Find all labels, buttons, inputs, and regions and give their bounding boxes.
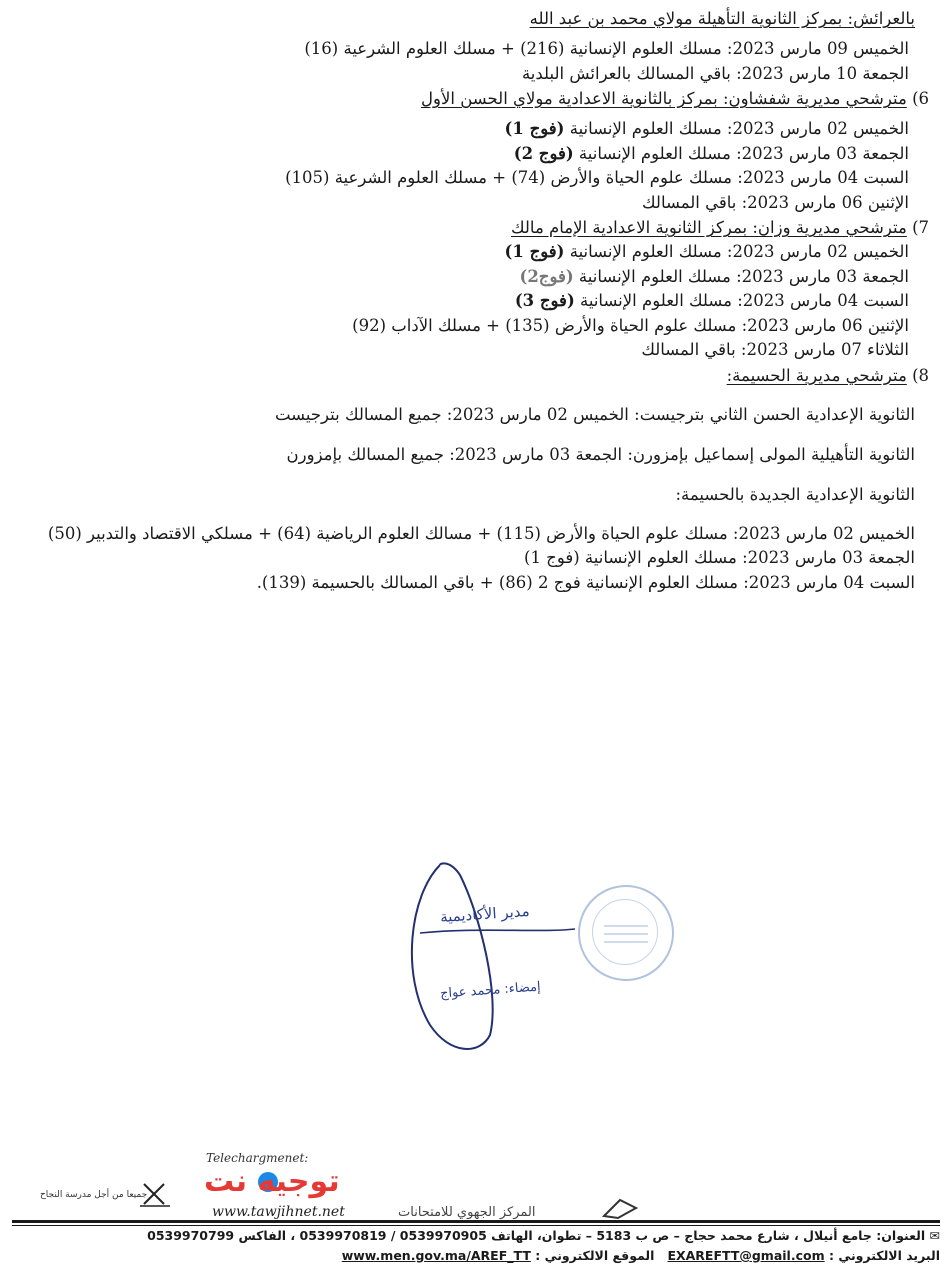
ministry-slogan: جميعا من أجل مدرسة النجاح <box>40 1190 148 1200</box>
brand-url[interactable]: www.tawjihnet.net <box>212 1204 345 1220</box>
exam-center-name: المركز الجهوي للامتحانات <box>398 1205 536 1220</box>
section-6-title: مترشحي مديرية شفشاون: بمركز بالثانوية الاعدادية مولاي الحسن الأول <box>421 89 907 108</box>
intro-header: بالعرائش: بمركز الثانوية التأهيلة مولاي محمد بن عبد الله <box>529 9 915 28</box>
section-8-line-2: الجمعة 03 مارس 2023: مسلك العلوم الإنسانية (فوج 1) <box>524 548 915 567</box>
section-7-title: مترشحي مديرية وزان: بمركز الثانوية الاعدادية الإمام مالك <box>511 218 907 237</box>
section-7-line-1: الخميس 02 مارس 2023: مسلك العلوم الإنسانية (فوج 1) <box>504 242 909 261</box>
signature-title: مدير الأكاديمية <box>439 901 531 927</box>
section-8-line-3: السبت 04 مارس 2023: مسلك العلوم الإنسانية فوج 2 (86) + باقي المسالك بالحسيمة (139). <box>256 572 915 592</box>
section-8-school-2: الثانوية التأهيلية المولى إسماعيل بإمزورن: الجمعة 03 مارس 2023: جميع المسالك بإمزورن <box>286 444 915 464</box>
section-7-line-4: الإثنين 06 مارس 2023: مسلك علوم الحياة والأرض (135) + مسلك الآداب (92) <box>352 315 909 335</box>
document-body <box>10 6 929 595</box>
footer-contact: البريد الالكتروني : EXAREFTT@gmail.com الموقع الالكتروني : www.men.gov.ma/AREF_TT <box>341 1248 940 1263</box>
section-7-header <box>10 215 929 240</box>
section-7-line-5: الثلاثاء 07 مارس 2023: باقي المسالك <box>641 340 909 359</box>
section-8-header <box>10 363 929 388</box>
letterhead-footer <box>0 1148 947 1270</box>
email-link[interactable]: EXAREFTT@gmail.com <box>667 1248 825 1263</box>
envelope-icon: ✉ <box>925 1228 940 1243</box>
section-6-header <box>10 86 929 111</box>
section-8-title: مترشحي مديرية الحسيمة: <box>726 365 907 385</box>
signature-name: إمضاء: محمد عواج <box>439 979 542 1002</box>
intro-line-2: الجمعة 10 مارس 2023: باقي المسالك بالعرائش البلدية <box>521 63 909 83</box>
section-6-line-2: الجمعة 03 مارس 2023: مسلك العلوم الإنسانية (فوج 2) <box>513 143 909 163</box>
section-8-school-1: الثانوية الإعدادية الحسن الثاني بترجيست: الخميس 02 مارس 2023: جميع المسالك بترجيست <box>274 404 915 424</box>
section-8-line-1: الخميس 02 مارس 2023: مسلك علوم الحياة والأرض (115) + مسالك العلوم الرياضية (64) + مسلكي الاقتصاد والتدبير (50) <box>47 523 915 543</box>
section-6-line-1: الخميس 02 مارس 2023: مسلك العلوم الإنسانية (فوج 1) <box>504 119 909 138</box>
section-8-number: 8) <box>912 365 929 385</box>
section-7-line-3: السبت 04 مارس 2023: مسلك العلوم الإنسانية (فوج 3) <box>514 291 909 310</box>
center-logo-icon <box>600 1196 640 1220</box>
section-6-number: 6) <box>912 89 929 108</box>
section-6-line-3: السبت 04 مارس 2023: مسلك علوم الحياة والأرض (74) + مسلك العلوم الشرعية (105) <box>285 168 909 187</box>
footer-divider <box>12 1220 940 1223</box>
website-link[interactable]: www.men.gov.ma/AREF_TT <box>341 1248 531 1263</box>
section-7-line-2: الجمعة 03 مارس 2023: مسلك العلوم الإنسانية (فوج2) <box>519 266 909 286</box>
download-label: Telechargmenet: <box>206 1151 309 1165</box>
section-8-school-3: الثانوية الإعدادية الجديدة بالحسيمة: <box>675 484 915 504</box>
footer-address: ✉ العنوان: جامع أنيلال ، شارع محمد حجاج – ص ب 5183 – تطوان، الهاتف 0539970905 / 0539970819 ، الفاكس 0539970799 <box>147 1228 940 1243</box>
section-6-line-4: الإثنين 06 مارس 2023: باقي المسالك <box>642 192 909 212</box>
signature-block <box>400 855 700 1065</box>
official-stamp <box>578 885 674 981</box>
intro-line-1: الخميس 09 مارس 2023: مسلك العلوم الإنسانية (216) + مسلك العلوم الشرعية (16) <box>304 39 909 58</box>
section-7-number: 7) <box>912 218 929 237</box>
brand-logo: توجيه نت <box>204 1164 340 1199</box>
